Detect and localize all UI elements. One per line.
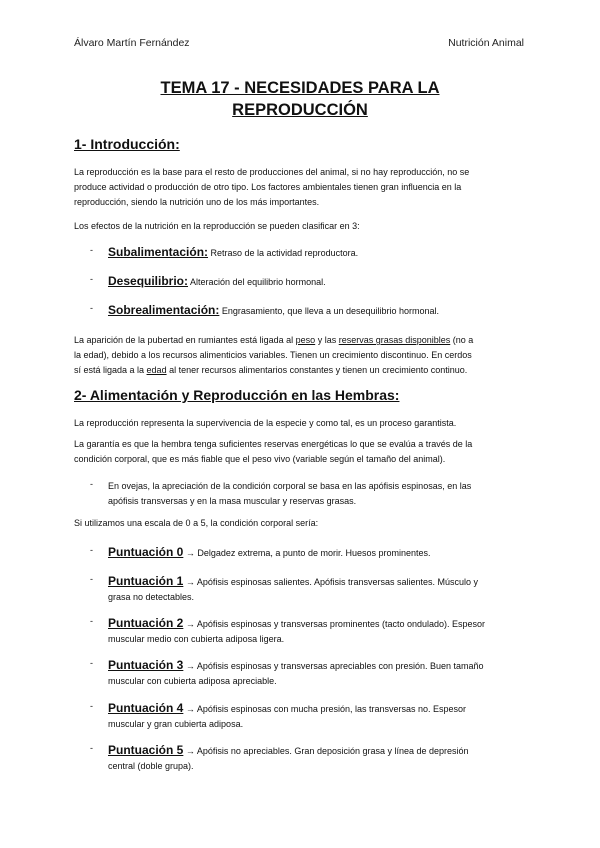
arrow-icon: → [185,746,195,756]
effect-term: Subalimentación: [108,245,209,259]
effects-intro: Los efectos de la nutrición en la reproducción se pueden clasificar en 3: [74,221,360,231]
score-desc: Apófisis espinosas y transversas prominentes (tacto ondulado). Espesor [196,619,486,629]
effect-term: Sobrealimentación: [108,303,220,317]
section-2-paragraph-2 [74,437,526,467]
list-dash: - [90,303,93,313]
score-desc: Apófisis espinosas y transversas apreciables con presión. Buen tamaño [196,661,484,671]
arrow-icon: → [185,661,195,671]
sheep-line: apófisis transversas y en la masa muscular y reservas grasas. [108,495,357,506]
puberty-text: sí está ligada a la [74,364,147,375]
effect-desc: Engrasamiento, que lleva a un desequilibrio hormonal. [221,306,440,316]
effect-term: Desequilibrio: [108,274,189,288]
list-dash: - [90,658,93,668]
puberty-keyword-age: edad [146,364,167,375]
score-desc: Apófisis no apreciables. Gran deposición grasa y línea de depresión [196,746,469,756]
title-line-2: REPRODUCCIÓN [232,101,368,119]
title-line-1: TEMA 17 - NECESIDADES PARA LA [160,79,440,97]
score-desc: central (doble grupa). [108,760,194,771]
puberty-keyword-reserves: reservas grasas disponibles [338,335,451,345]
list-dash: - [90,245,93,255]
list-dash: - [90,274,93,284]
list-dash: - [90,479,93,489]
puberty-keyword-weight: peso [295,335,316,345]
effect-desc: Alteración del equilibrio hormonal. [190,277,326,287]
score-desc: muscular y gran cubierta adiposa. [108,718,244,729]
puberty-paragraph [74,333,526,377]
list-dash: - [90,574,93,584]
arrow-icon: → [185,577,195,587]
sheep-line: En ovejas, la apreciación de la condición corporal se basa en las apófisis espinosas, en las [108,481,472,491]
header-author: Álvaro Martín Fernández [74,37,190,49]
score-term: Puntuación 0 [108,545,184,559]
section-2-paragraph-1: La reproducción representa la supervivencia de la especie y como tal, es un proceso garantista. [74,418,457,428]
score-desc: Delgadez extrema, a punto de morir. Huesos prominentes. [197,548,431,558]
score-term: Puntuación 3 [108,658,184,672]
score-desc: Apófisis espinosas salientes. Apófisis transversas salientes. Músculo y [196,577,479,587]
intro-paragraph [74,165,526,209]
puberty-text: la edad), debido a los recursos alimenticios variables. Tienen un crecimiento discontinuo. En cerdos [74,349,472,360]
intro-line: reproducción, siendo la nutrición uno de los más importantes. [74,196,320,207]
effect-desc: Retraso de la actividad reproductora. [210,248,359,258]
list-dash: - [90,743,93,753]
section-2-heading: 2- Alimentación y Reproducción en las Hembras: [74,387,400,403]
puberty-text: La aparición de la pubertad en rumiantes está ligada al [74,335,296,345]
paragraph-line: La garantía es que la hembra tenga suficientes reservas energéticas lo que se evalúa a través de la [74,439,473,449]
list-dash: - [90,616,93,626]
section-1-heading: 1- Introducción: [74,136,180,152]
arrow-icon: → [185,704,195,714]
list-dash: - [90,701,93,711]
list-dash: - [90,545,93,555]
scale-intro: Si utilizamos una escala de 0 a 5, la condición corporal sería: [74,518,319,528]
score-desc: muscular con cubierta adiposa apreciable. [108,675,277,686]
score-term: Puntuación 5 [108,743,184,757]
score-term: Puntuación 1 [108,574,184,588]
header-subject: Nutrición Animal [448,37,524,49]
arrow-icon: → [185,548,195,558]
intro-line: La reproducción es la base para el resto de producciones del animal, si no hay reproducción, no se [74,167,470,177]
score-desc: muscular medio con cubierta adiposa ligera. [108,633,285,644]
paragraph-line: condición corporal, que es más fiable que el peso vivo (variable según el tamaño del animal). [74,453,446,464]
puberty-text: (no a [450,335,474,345]
puberty-text: al tener recursos alimentarios constantes y tienen un crecimiento continuo. [166,364,468,375]
score-term: Puntuación 2 [108,616,184,630]
page-title [74,77,526,121]
score-term: Puntuación 4 [108,701,184,715]
score-desc: Apófisis espinosas con mucha presión, las transversas no. Espesor [196,704,467,714]
puberty-text: y las [315,335,339,345]
arrow-icon: → [185,619,195,629]
score-desc: grasa no detectables. [108,591,195,602]
intro-line: produce actividad o producción de otro tipo. Los factores ambientales tienen gran influencia en la [74,181,462,192]
